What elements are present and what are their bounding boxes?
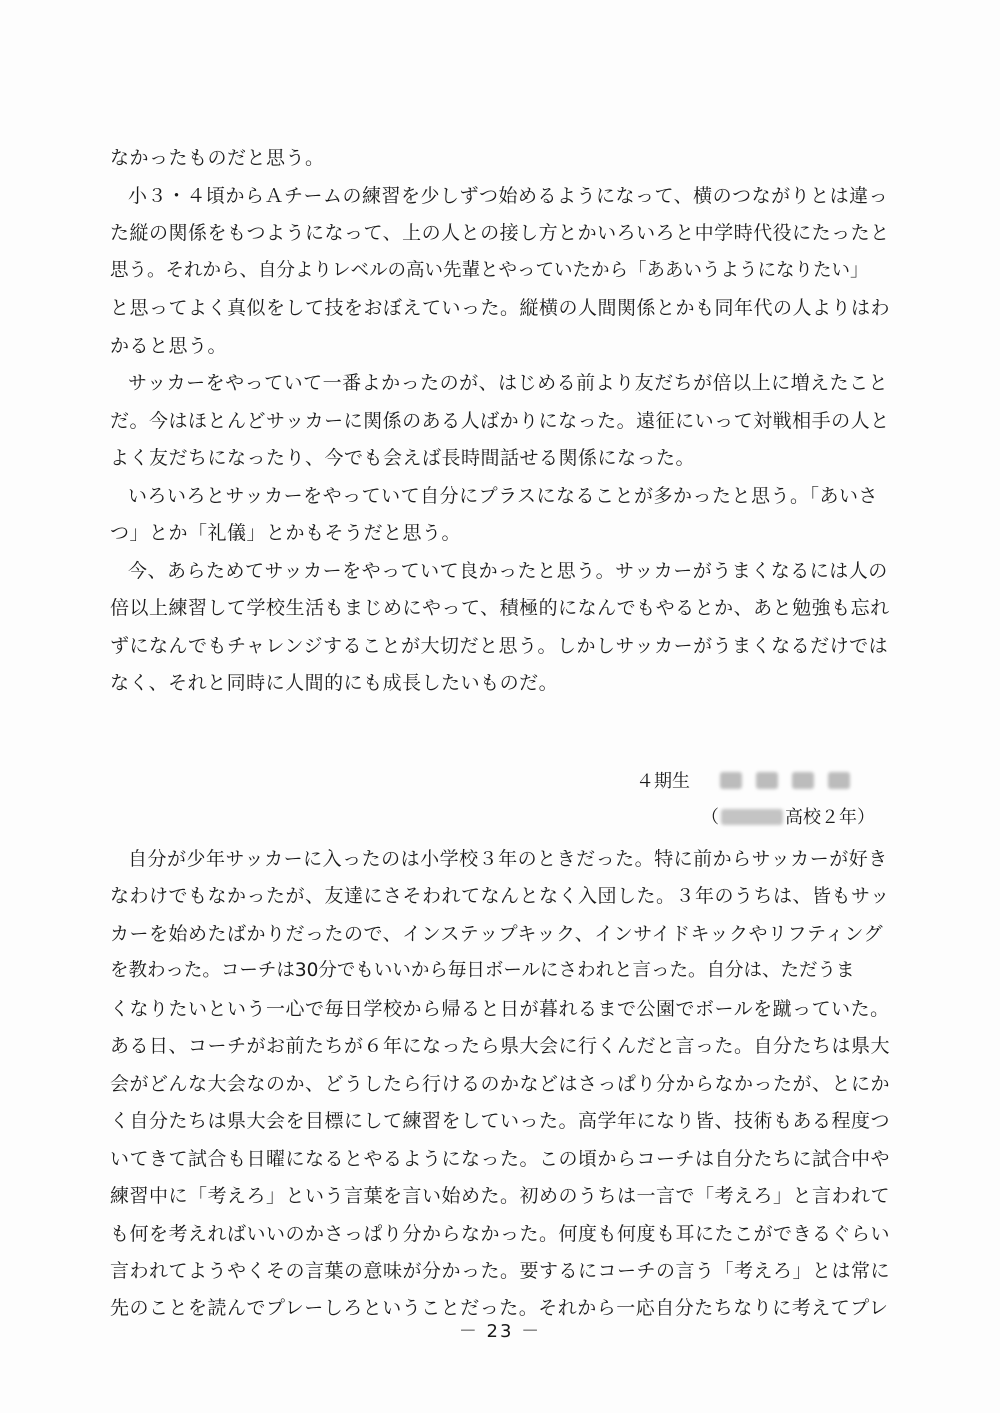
school-grade: 高校２年） <box>785 807 875 828</box>
essay2-line: いてきて試合も日曜になるとやるようになった。この頃からコーチは自分たちに試合中や <box>110 1148 890 1170</box>
essay1-line: なかったものだと思う。 <box>110 147 325 169</box>
essay1-line: 倍以上練習して学校生活もまじめにやって、積極的になんでもやるとか、あと勉強も忘れ <box>110 597 890 619</box>
essay2-line: くなりたいという一心で毎日学校から帰ると日が暮れるまで公園でボールを蹴っていた。 <box>110 998 890 1020</box>
redacted-name-block <box>792 772 814 789</box>
essay1-line: 思う。それから、自分よりレベルの高い先輩とやっていたから「ああいうようになりたい」 <box>110 260 869 281</box>
author-byline <box>636 770 850 794</box>
essay2-line: 会がどんな大会なのか、どうしたら行けるのかなどはさっぱり分からなかったが、とにか <box>110 1073 890 1095</box>
essay1-line: だ。今はほとんどサッカーに関係のある人ばかりになった。遠征にいって対戦相手の人と <box>110 410 890 432</box>
essay2-line: を教わった。コーチは30分でもいいから毎日ボールにさわれと言った。自分は、ただうま <box>110 960 855 981</box>
essay2-line: 自分が少年サッカーに入ったのは小学校３年のときだった。特に前からサッカーが好き <box>128 848 888 870</box>
essay1-line: サッカーをやっていて一番よかったのが、はじめる前より友だちが倍以上に増えたこと <box>128 372 889 394</box>
essay2-line: く自分たちは県大会を目標にして練習をしていった。高学年になり皆、技術もある程度つ <box>110 1110 890 1132</box>
author-cohort: ４期生 <box>636 771 690 792</box>
essay1-line: つ」とか「礼儀」とかもそうだと思う。 <box>110 522 462 544</box>
school-open-paren: （ <box>701 807 719 828</box>
essay2-line: なわけでもなかったが、友達にさそわれてなんとなく入団した。３年のうちは、皆もサッ <box>110 885 890 907</box>
page-number: － 23 － <box>458 1321 542 1342</box>
essay1-line: ずになんでもチャレンジすることが大切だと思う。しかしサッカーがうまくなるだけでは <box>110 635 889 657</box>
author-school <box>701 806 875 830</box>
redacted-name-block <box>720 772 742 789</box>
redacted-name-block <box>756 772 778 789</box>
essay2-line: ある日、コーチがお前たちが６年になったら県大会に行くんだと言った。自分たちは県大 <box>110 1035 890 1057</box>
essay1-line: 小３・４頃からＡチームの練習を少しずつ始めるようになって、横のつながりとは違っ <box>128 185 889 207</box>
essay1-line: なく、それと同時に人間的にも成長したいものだ。 <box>110 672 559 694</box>
essay2-line: も何を考えればいいのかさっぱり分からなかった。何度も何度も耳にたこができるぐらい <box>110 1223 890 1245</box>
essay2-line: カーを始めたばかりだったので、インステップキック、インサイドキックやリフティング <box>110 923 884 945</box>
essay2-line: 先のことを読んでプレーしろということだった。それから一応自分たちなりに考えてプレ <box>110 1297 889 1319</box>
essay1-line: いろいろとサッカーをやっていて自分にプラスになることが多かったと思う。「あいさ <box>128 485 879 507</box>
essay1-line: かると思う。 <box>110 335 228 357</box>
essay1-line: よく友だちになったり、今でも会えば長時間話せる関係になった。 <box>110 447 696 469</box>
essay2-line: 練習中に「考えろ」という言葉を言い始めた。初めのうちは一言で「考えろ」と言われて <box>110 1185 890 1207</box>
essay1-line: と思ってよく真似をして技をおぼえていった。縦横の人間関係とかも同年代の人よりはわ <box>110 297 890 319</box>
essay1-line: た縦の関係をもつようになって、上の人との接し方とかいろいろと中学時代役にたったと <box>110 222 890 244</box>
essay1-line: 今、あらためてサッカーをやっていて良かったと思う。サッカーがうまくなるには人の <box>128 560 888 582</box>
redacted-school-name <box>721 809 783 825</box>
redacted-name-block <box>828 772 850 789</box>
essay2-line: 言われてようやくその言葉の意味が分かった。要するにコーチの言う「考えろ」とは常に <box>110 1260 890 1282</box>
